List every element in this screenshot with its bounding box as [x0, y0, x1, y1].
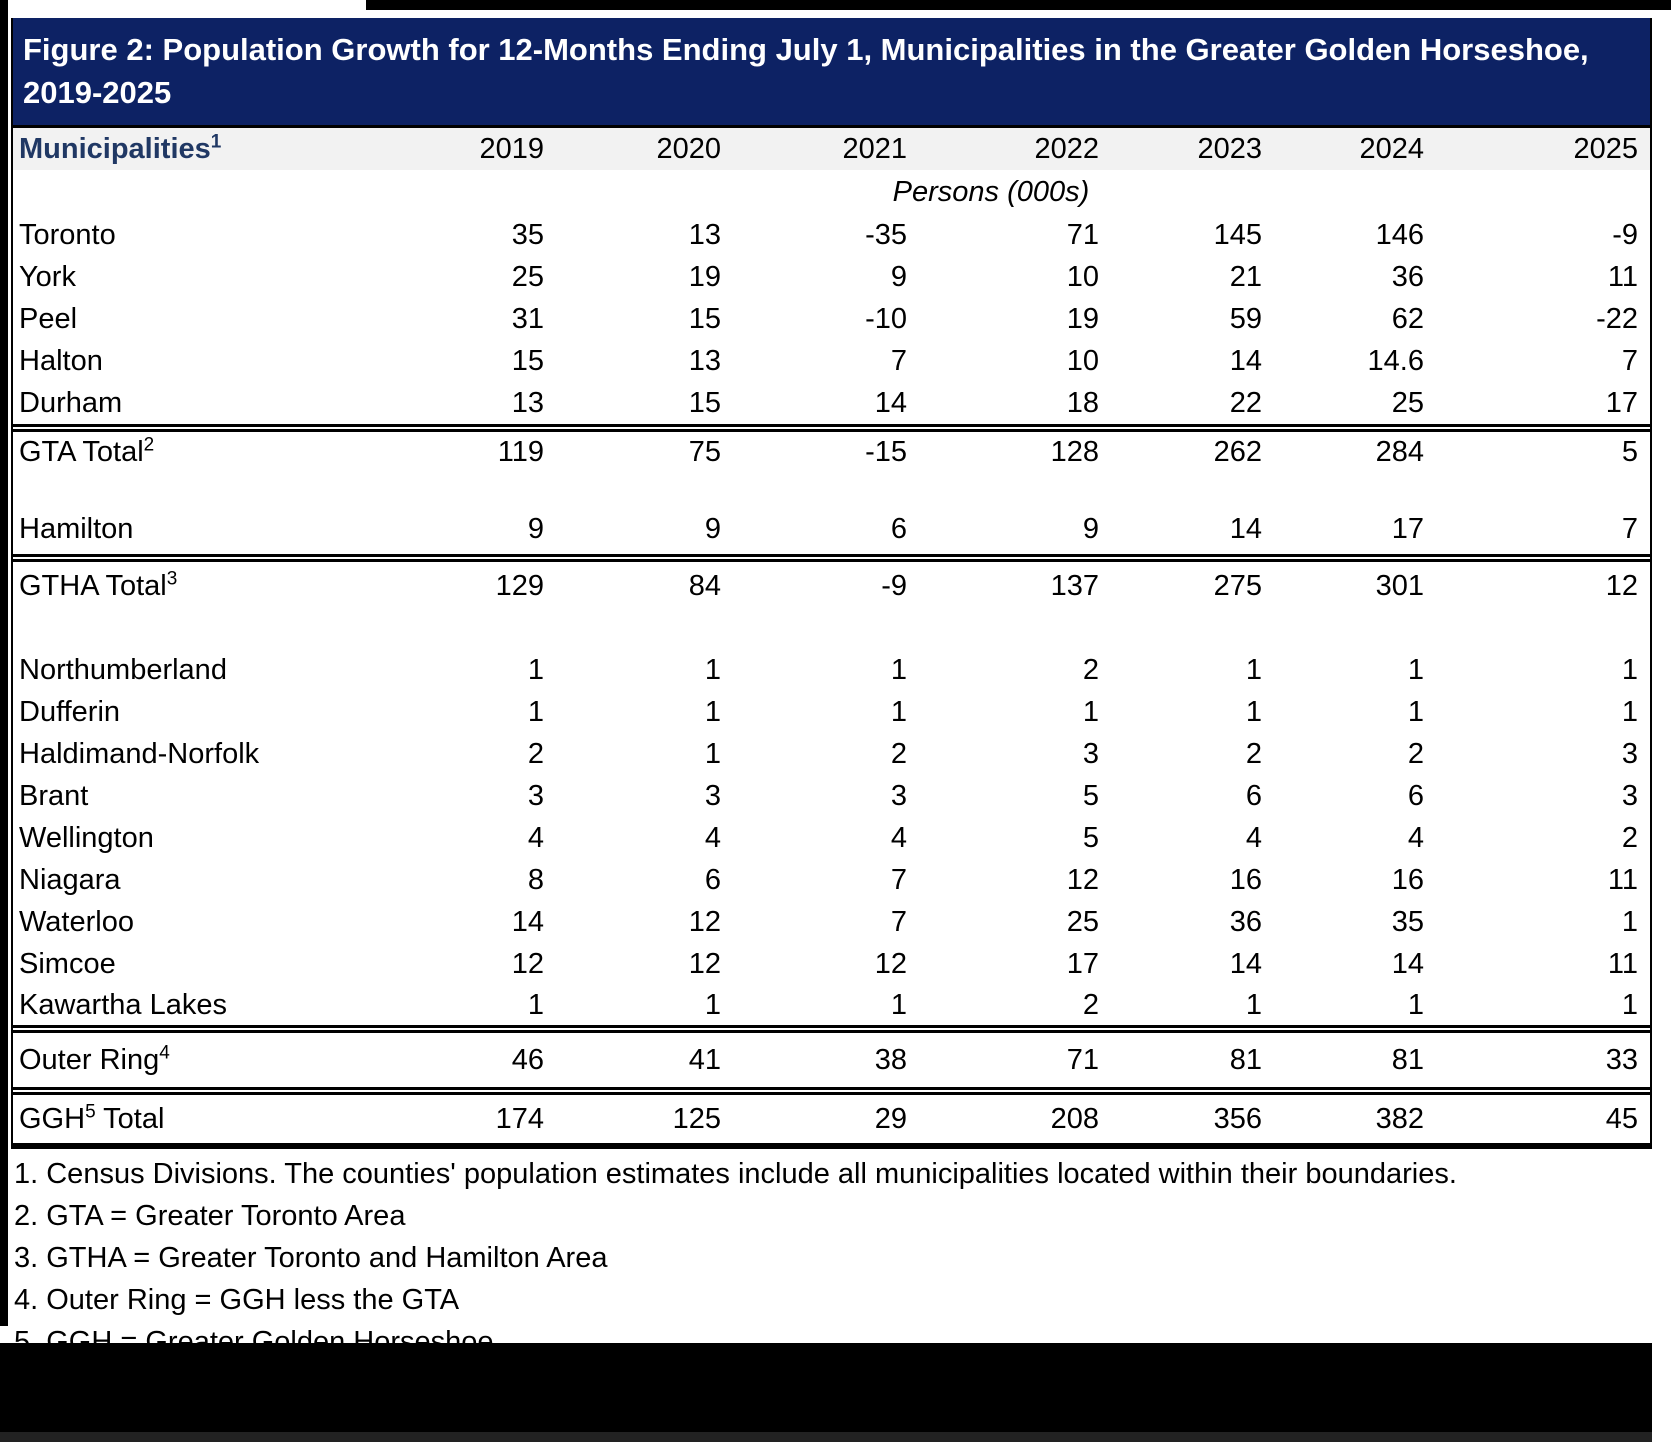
value-cell: 12	[1066, 863, 1099, 896]
value-cell: 1	[890, 695, 907, 728]
value-cell: 146	[1375, 218, 1424, 251]
table-row	[13, 775, 1650, 817]
value-cell: 84	[556, 558, 733, 649]
table-row	[13, 733, 1650, 775]
footnote-ref-5: 5	[85, 1100, 96, 1122]
value-cell: 1	[704, 988, 721, 1021]
municipality-label: Halton	[19, 344, 103, 377]
value-cell: 7	[1621, 344, 1638, 377]
value-cell: 1	[704, 695, 721, 728]
value-cell: 2	[1245, 737, 1262, 770]
value-cell: 2	[1407, 737, 1424, 770]
municipalities-header: Municipalities$^1$	[13, 128, 431, 170]
municipality-label: Haldimand-Norfolk	[19, 737, 260, 770]
value-cell: 12	[688, 947, 721, 980]
value-cell: 1	[890, 653, 907, 686]
value-cell: -35	[865, 218, 907, 251]
value-cell: 1	[1621, 653, 1638, 686]
value-cell: 356	[1111, 1091, 1274, 1146]
value-cell: 129	[431, 558, 556, 649]
value-cell: 1	[1407, 695, 1424, 728]
outer-ring-row	[13, 1029, 1650, 1091]
units-note: Persons (000s)	[892, 175, 1090, 208]
value-cell: 12	[688, 905, 721, 938]
table-row	[13, 340, 1650, 382]
value-cell: 2	[527, 737, 544, 770]
value-cell: 284	[1274, 428, 1436, 499]
value-cell: 75	[556, 428, 733, 499]
figure-title: Figure 2: Population Growth for 12-Months Ending July 1, Municipalities in the Greater Golden Horseshoe, 2019-2025	[13, 18, 1650, 128]
value-cell: 35	[1391, 905, 1424, 938]
value-cell: 81	[1111, 1029, 1274, 1091]
value-cell: 25	[511, 260, 544, 293]
value-cell: 6	[1245, 779, 1262, 812]
municipality-label: Waterloo	[19, 905, 134, 938]
value-cell: 1	[1245, 653, 1262, 686]
year-header: 2021	[733, 128, 919, 170]
value-cell: 5	[1082, 821, 1099, 854]
value-cell: 25	[1066, 905, 1099, 938]
value-cell: 1	[1082, 695, 1099, 728]
value-cell: 1	[527, 988, 544, 1021]
footnote-3: 3. GTHA = Greater Toronto and Hamilton Area	[14, 1242, 608, 1274]
value-cell: 14	[874, 386, 907, 419]
value-cell: 9	[890, 260, 907, 293]
table-row	[13, 691, 1650, 733]
value-cell: 13	[688, 218, 721, 251]
municipality-label: Simcoe	[19, 947, 116, 980]
value-cell: 11	[1607, 947, 1638, 980]
table-frame	[11, 18, 1652, 1149]
footnote-2: 2. GTA = Greater Toronto Area	[14, 1200, 406, 1232]
table-row	[13, 499, 1650, 558]
figure-container	[11, 18, 1652, 1369]
value-cell: 2	[1621, 821, 1638, 854]
value-cell: 3	[1621, 779, 1638, 812]
value-cell: 31	[511, 302, 544, 335]
value-cell: 15	[688, 302, 721, 335]
value-cell: 4	[527, 821, 544, 854]
year-header: 2022	[919, 128, 1111, 170]
value-cell: 3	[704, 779, 721, 812]
value-cell: 11	[1607, 863, 1638, 896]
value-cell: 33	[1436, 1029, 1650, 1091]
value-cell: 3	[1621, 737, 1638, 770]
value-cell: 12	[874, 947, 907, 980]
footnote-1: 1. Census Divisions. The counties' population estimates include all municipalities located within their boundaries.	[14, 1158, 1457, 1190]
value-cell: -22	[1596, 302, 1638, 335]
value-cell: 13	[511, 386, 544, 419]
value-cell: 6	[704, 863, 721, 896]
value-cell: 36	[1229, 905, 1262, 938]
value-cell: 4	[1407, 821, 1424, 854]
municipality-label: York	[19, 260, 76, 293]
year-header: 2024	[1274, 128, 1436, 170]
value-cell: -9	[733, 558, 919, 649]
value-cell: 15	[688, 386, 721, 419]
value-cell: 262	[1111, 428, 1274, 499]
value-cell: 12	[1436, 558, 1650, 649]
municipality-label: Kawartha Lakes	[19, 988, 227, 1021]
footnotes	[14, 1159, 1652, 1357]
value-cell: 1	[1407, 988, 1424, 1021]
value-cell: 46	[431, 1029, 556, 1091]
units-row	[13, 170, 1650, 214]
municipality-label: Dufferin	[19, 695, 121, 728]
value-cell: 301	[1274, 558, 1436, 649]
year-header: 2025	[1436, 128, 1650, 170]
value-cell: 17	[1605, 386, 1638, 419]
table-row	[13, 382, 1650, 428]
value-cell: 1	[527, 695, 544, 728]
value-cell: 4	[1245, 821, 1262, 854]
municipality-label: Northumberland	[19, 653, 227, 686]
value-cell: 71	[919, 1029, 1111, 1091]
value-cell: 19	[688, 260, 721, 293]
value-cell: 208	[919, 1091, 1111, 1146]
value-cell: 8	[527, 863, 544, 896]
value-cell: 14	[1229, 344, 1262, 377]
footnote-4: 4. Outer Ring = GGH less the GTA	[14, 1284, 460, 1316]
value-cell: 3	[527, 779, 544, 812]
municipality-label: Brant	[19, 779, 89, 812]
municipality-label: Hamilton	[19, 513, 134, 545]
value-cell: 14.6	[1367, 344, 1424, 377]
footnote-ref-4: 4	[159, 1041, 170, 1063]
value-cell: -9	[1612, 218, 1638, 251]
value-cell: 10	[1066, 260, 1099, 293]
value-cell: 7	[890, 344, 907, 377]
value-cell: 17	[1391, 513, 1424, 545]
municipality-label: GTHA Total$^3$	[13, 558, 431, 649]
municipality-label: Toronto	[19, 218, 116, 251]
value-cell: 1	[704, 737, 721, 770]
ggh-total-row	[13, 1091, 1650, 1146]
year-header: 2020	[556, 128, 733, 170]
municipality-label: Outer Ring$^4$	[13, 1029, 431, 1091]
value-cell: 1	[1407, 653, 1424, 686]
value-cell: 14	[1229, 513, 1262, 545]
value-cell: 14	[511, 905, 544, 938]
table-row	[13, 817, 1650, 859]
value-cell: -15	[733, 428, 919, 499]
value-cell: 119	[431, 428, 556, 499]
value-cell: 275	[1111, 558, 1274, 649]
municipality-label: Peel	[19, 302, 78, 335]
value-cell: 4	[704, 821, 721, 854]
table-row	[13, 298, 1650, 340]
value-cell: 12	[511, 947, 544, 980]
empty-cell	[13, 170, 431, 214]
screenshot-bottom-strip	[0, 1432, 1652, 1442]
value-cell: 11	[1607, 260, 1638, 293]
screenshot-top-bar	[366, 0, 1671, 10]
value-cell: 38	[733, 1029, 919, 1091]
value-cell: 3	[890, 779, 907, 812]
value-cell: 18	[1066, 386, 1099, 419]
value-cell: 5	[1436, 428, 1650, 499]
value-cell: 4	[890, 821, 907, 854]
value-cell: 22	[1229, 386, 1262, 419]
municipality-label: GGH$^5$ Total	[13, 1091, 431, 1146]
municipality-label: Niagara	[19, 863, 121, 896]
value-cell: 1	[1245, 988, 1262, 1021]
value-cell: 1	[1621, 988, 1638, 1021]
municipality-label: Durham	[19, 386, 123, 419]
value-cell: 7	[890, 863, 907, 896]
value-cell: 17	[1066, 947, 1099, 980]
value-cell: 1	[1621, 695, 1638, 728]
value-cell: 36	[1391, 260, 1424, 293]
value-cell: 29	[733, 1091, 919, 1146]
value-cell: 5	[1082, 779, 1099, 812]
value-cell: -10	[865, 302, 907, 335]
value-cell: 45	[1436, 1091, 1650, 1146]
value-cell: 2	[1082, 988, 1099, 1021]
value-cell: 145	[1213, 218, 1262, 251]
value-cell: 1	[1245, 695, 1262, 728]
table-row	[13, 943, 1650, 985]
value-cell: 2	[890, 737, 907, 770]
value-cell: 1	[704, 653, 721, 686]
value-cell: 3	[1082, 737, 1099, 770]
value-cell: 137	[919, 558, 1111, 649]
value-cell: 9	[704, 513, 721, 545]
value-cell: 59	[1229, 302, 1262, 335]
gtha-total-row	[13, 558, 1650, 649]
value-cell: 1	[1621, 905, 1638, 938]
footnote-ref-2: 2	[143, 434, 155, 456]
value-cell: 1	[527, 653, 544, 686]
value-cell: 2	[1082, 653, 1099, 686]
value-cell: 1	[890, 988, 907, 1021]
value-cell: 41	[556, 1029, 733, 1091]
value-cell: 19	[1066, 302, 1099, 335]
footnote-ref-3: 3	[166, 568, 178, 590]
value-cell: 21	[1229, 260, 1262, 293]
screenshot-left-bar	[0, 0, 8, 1326]
value-cell: 16	[1229, 863, 1262, 896]
municipality-label: GTA Total$^2$	[13, 428, 431, 499]
value-cell: 71	[1066, 218, 1099, 251]
value-cell: 7	[890, 905, 907, 938]
year-header: 2023	[1111, 128, 1274, 170]
value-cell: 382	[1274, 1091, 1436, 1146]
population-growth-table	[13, 128, 1650, 1149]
table-row	[13, 985, 1650, 1029]
value-cell: 16	[1391, 863, 1424, 896]
table-row	[13, 649, 1650, 691]
footnote-ref-1: 1	[210, 130, 222, 152]
value-cell: 9	[527, 513, 544, 545]
table-row	[13, 901, 1650, 943]
footnote-5: 5. GGH = Greater Golden Horseshoe	[14, 1326, 494, 1358]
value-cell: 15	[511, 344, 544, 377]
value-cell: 13	[688, 344, 721, 377]
value-cell: 62	[1391, 302, 1424, 335]
table-row	[13, 214, 1650, 256]
municipality-label: Wellington	[19, 821, 154, 854]
table-row	[13, 256, 1650, 298]
year-header: 2019	[431, 128, 556, 170]
column-header-row	[13, 128, 1650, 170]
value-cell: 81	[1274, 1029, 1436, 1091]
value-cell: 125	[556, 1091, 733, 1146]
value-cell: 10	[1066, 344, 1099, 377]
value-cell: 35	[511, 218, 544, 251]
value-cell: 14	[1391, 947, 1424, 980]
value-cell: 25	[1391, 386, 1424, 419]
value-cell: 174	[431, 1091, 556, 1146]
gta-total-row	[13, 428, 1650, 499]
value-cell: 6	[1407, 779, 1424, 812]
value-cell: 9	[1082, 513, 1099, 545]
value-cell: 7	[1621, 513, 1638, 545]
table-row	[13, 859, 1650, 901]
value-cell: 6	[890, 513, 907, 545]
value-cell: 128	[919, 428, 1111, 499]
value-cell: 14	[1229, 947, 1262, 980]
screenshot-right-margin	[1652, 10, 1671, 1442]
